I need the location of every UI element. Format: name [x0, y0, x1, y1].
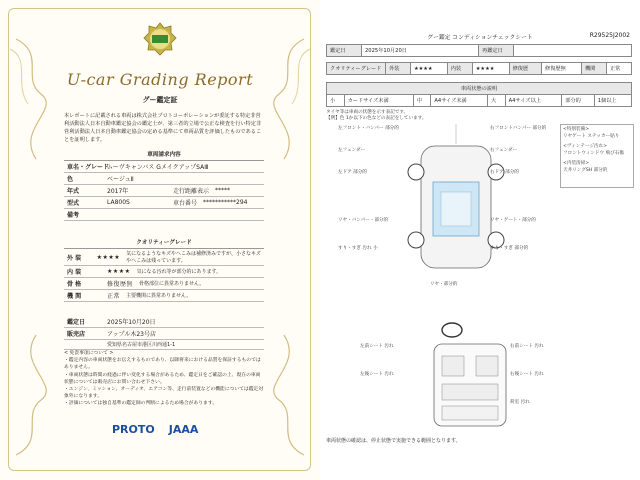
appraisal-date: 2025年10月20日 [107, 319, 156, 326]
label-box: 左後シート 汚れ [360, 372, 394, 377]
vehicle-section-title: 車両請求内容 [64, 148, 264, 161]
cat-int-value: ★★★★ [472, 63, 509, 75]
label-box: すり・すぎ 汚れ 小 [338, 246, 378, 251]
year-label: 年式 [67, 188, 80, 195]
shop-name: アップル木23号店 [107, 331, 156, 338]
date-value: 2025年10月20日 [362, 45, 479, 57]
quality-stars: 修復歴無 [107, 281, 134, 288]
frame-value: ***********294 [203, 199, 248, 206]
label-box: 右前シート 汚れ [510, 344, 544, 349]
part-desc: 1個以上 [594, 95, 631, 107]
cat-engine: 機関 [581, 63, 606, 75]
goo-seal-icon [143, 22, 177, 56]
size-m: 中 [413, 95, 431, 107]
label-box: 右フェンダー [490, 148, 518, 153]
grade-label: クオリティーグレード [327, 63, 386, 75]
quality-text: 骨格部位に異常ありません。 [139, 281, 205, 287]
next-date-label: 再鑑定日 [479, 45, 514, 57]
cat-repair-value: 修復歴無 [542, 63, 582, 75]
checksheet-title: グー鑑定 コンディションチェックシート [427, 35, 533, 41]
frame-label: 車台番号 [173, 200, 198, 207]
label-box: 左ドア 部分的 [338, 170, 367, 175]
cat-repair: 修復歴 [509, 63, 541, 75]
size-l: 大 [488, 95, 506, 107]
checksheet-code: R29525J2002 [589, 32, 630, 39]
intro-text: 本レポートに記載される車両は株式会社プロトコーポレーションが委託する特定非営利活動法人日本自動車鑑定協会の鑑定士が、第三者的立場で公正な検査を行い特定非営利活動法人日本自動車鑑定協会の定める基準にて車両品質を評価したものであることを証明します。 [64, 113, 262, 143]
label-box: リヤ・部分的 [430, 282, 458, 287]
shop-label: 販売店 [67, 331, 86, 338]
color-value: ベージュⅡ [107, 176, 134, 183]
disclaimer-item: ・エンジン、ミッション、オーディオ、エアコン等、走行前装置などの機能については鑑定対象外になります。 [64, 387, 264, 400]
ribbon-ornament-icon [6, 330, 66, 460]
quality-section-title: クオリティーグレード [64, 236, 264, 249]
name-value: ムーヴキャンバス GメイクアップSAⅢ [107, 164, 209, 171]
quality-table [64, 236, 264, 302]
grade-table [326, 62, 632, 75]
label-box: 右後シート 汚れ [510, 372, 544, 377]
feature-box: <特別装備> リヤゲート ステッカー貼り <ヴィンテージ汚れ> フロントウィンドウ 飛び石傷 <内装清掃> 天井リングSH 部分的 [560, 124, 634, 188]
size-m-desc: A4サイズ未満 [431, 95, 488, 107]
year-value: 2017年 [107, 188, 129, 195]
quality-label: 内 装 [67, 269, 82, 276]
condition-table [326, 82, 632, 107]
size-s-desc: カードサイズ未満 [344, 95, 413, 107]
disclaimer-title: < 免責事項について > [64, 351, 114, 356]
interior-view-icon [430, 318, 510, 428]
quality-text: 主要機関に異常ありません。 [126, 293, 192, 299]
disclaimer-item: ・鑑定内容の車両状態をお伝えするものであり、以降将来における品質を保証するものではありません。 [64, 358, 261, 371]
quality-text: 気になるようなキズやへこみは補修済みですが、小さなキズやへこみは残っています。 [126, 251, 261, 264]
model-value: LA800S [107, 199, 130, 206]
cat-engine-value: 正常 [606, 63, 631, 75]
jaaa-logo: JAAA [168, 423, 199, 436]
label-box: 左前シート 汚れ [360, 344, 394, 349]
label-box: 左フロント・バンパー 部分的 [338, 126, 399, 131]
cat-ext: 外装 [386, 63, 411, 75]
name-label: 車名・グレード [67, 164, 110, 171]
label-box: リヤ・バンパー・部分的 [338, 218, 389, 223]
legend-note: タイヤ等は車両の状態を示す表記です。 【例】色 1か以下の色などの表記をしています。 [326, 110, 427, 121]
certificate-subtitle: グー鑑定証 [142, 96, 178, 104]
checksheet-footer: 車両状態の確認は、停止状態で実施できる範囲となります。 [326, 438, 461, 444]
footer-logos [112, 423, 222, 436]
disclaimer [64, 350, 264, 408]
appraisal-table [64, 316, 264, 350]
proto-logo: PROTO [112, 423, 155, 436]
shop-address: 愛知県名古屋市港区川西通1-1 [107, 342, 176, 348]
cat-int: 内装 [447, 63, 472, 75]
label-box: 右フロントバンパー 部分的 [490, 126, 547, 131]
report-title: U-car Grading Report [66, 70, 254, 89]
quality-stars: 正常 [107, 293, 121, 300]
label-box: 左フェンダー [338, 148, 366, 153]
condition-header: 車両状態の説明 [327, 83, 632, 95]
model-label: 型式 [67, 200, 80, 207]
quality-stars: ★★★★ [96, 253, 121, 261]
checksheet-panel [320, 0, 640, 480]
size-s: 小 [327, 95, 345, 107]
mileage-value: ***** [215, 187, 231, 194]
quality-label: 機 関 [67, 293, 82, 300]
date-label: 鑑定日 [327, 45, 362, 57]
quality-stars: ★★★★ [107, 268, 131, 275]
disclaimer-item: ・評価については独自基準の鑑定師の判断によるため場合があります。 [64, 401, 218, 407]
cat-ext-value: ★★★★ [410, 63, 447, 75]
date-table [326, 44, 632, 57]
label-box: 荷室 汚れ [510, 400, 530, 405]
appraisal-date-label: 鑑定日 [67, 319, 86, 326]
label-box: 右ドア 部分的 [490, 170, 519, 175]
quality-text: 気になる汚れ等が部分的にあります。 [136, 269, 222, 275]
label-box: すり・すぎ 部分的 [490, 246, 529, 251]
quality-label: 骨 格 [67, 281, 82, 288]
label-box: リヤ・ゲート・部分的 [490, 218, 536, 223]
note-label: 備考 [67, 212, 80, 219]
mileage-label: 走行距離表示 [173, 188, 210, 195]
size-l-desc: A4サイズ以上 [505, 95, 562, 107]
quality-label: 外 装 [67, 254, 82, 262]
disclaimer-item: ・車両状態は時間の経過に伴い変化する場合があるため、鑑定日をご確認の上、現在の車両状態については販売店にお問い合わせ下さい。 [64, 372, 261, 385]
vehicle-table [64, 148, 264, 221]
car-top-view-icon [386, 122, 529, 288]
part-label: 部分的 [562, 95, 594, 107]
color-label: 色 [67, 176, 74, 183]
